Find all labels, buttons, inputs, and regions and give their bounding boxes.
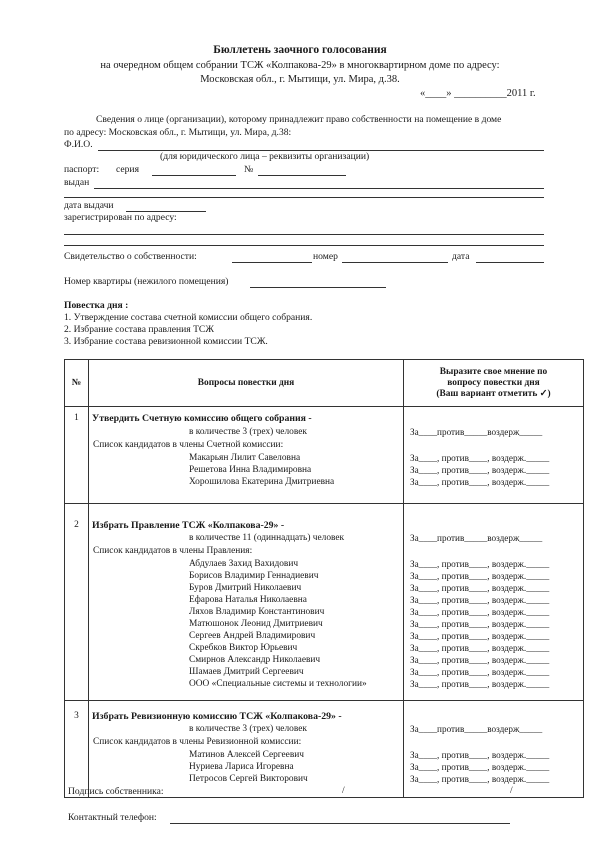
owner-intro-1: Сведения о лице (организации), которому принадлежит право собственности на помещение в доме bbox=[96, 114, 502, 125]
question-row-3 bbox=[65, 701, 584, 798]
question-cell bbox=[89, 407, 404, 504]
question-number: 1 bbox=[65, 407, 89, 504]
question-title: Утвердить Счетную комиссию общего собрания - bbox=[92, 413, 312, 424]
registered-address-field-1[interactable] bbox=[64, 234, 544, 235]
col-opinion-line-3: (Ваш вариант отметить ✓) bbox=[436, 388, 551, 399]
signature-name-field[interactable] bbox=[350, 797, 510, 798]
registered-address-field-2[interactable] bbox=[64, 245, 544, 246]
certificate-number-label: номер bbox=[313, 251, 338, 262]
phone-field[interactable] bbox=[170, 823, 510, 824]
signature-slash-1: / bbox=[342, 785, 345, 796]
question-title: Избрать Правление ТСЖ «Колпакова-29» - bbox=[92, 520, 285, 531]
candidate-name: Ляхов Владимир Константинович bbox=[189, 607, 325, 617]
issued-by-label: выдан bbox=[64, 177, 90, 188]
passport-number-field[interactable] bbox=[258, 175, 346, 176]
candidate-name: Матинов Алексей Сергеевич bbox=[189, 750, 304, 760]
candidate-name: Шамаев Дмитрий Сергеевич bbox=[189, 667, 304, 677]
certificate-field[interactable] bbox=[232, 262, 312, 263]
candidate-vote-options[interactable]: За____, против____, воздерж._____ bbox=[410, 643, 550, 653]
candidate-vote-options[interactable]: За____, против____, воздерж._____ bbox=[410, 750, 550, 760]
candidates-list-label: Список кандидатов в члены Ревизионной комиссии: bbox=[93, 737, 302, 747]
main-vote-options[interactable]: За____против_____воздерж_____ bbox=[410, 724, 543, 734]
candidate-vote-options[interactable]: За____, против____, воздерж._____ bbox=[410, 631, 550, 641]
fio-label: Ф.И.О. bbox=[64, 139, 93, 150]
document-title: Бюллетень заочного голосования bbox=[213, 44, 387, 56]
agenda-item: 3. Избрание состава ревизионной комиссии ТСЖ. bbox=[64, 336, 268, 347]
issue-date-label: дата выдачи bbox=[64, 200, 114, 211]
candidate-vote-options[interactable]: За____, против____, воздерж._____ bbox=[410, 453, 550, 463]
meeting-address: Московская обл., г. Мытищи, ул. Мира, д.38. bbox=[200, 74, 400, 85]
meeting-description: на очередном общем собрании ТСЖ «Колпакова-29» в многоквартирном доме по адресу: bbox=[100, 60, 500, 71]
col-opinion-line-1: Выразите свое мнение по bbox=[439, 366, 548, 377]
registered-address-label: зарегистрирован по адресу: bbox=[64, 212, 177, 223]
candidate-name: Макарьян Лилит Савеловна bbox=[189, 453, 301, 463]
candidate-name: Буров Дмитрий Николаевич bbox=[189, 583, 302, 593]
question-count: в количестве 3 (трех) человек bbox=[189, 724, 307, 734]
candidate-vote-options[interactable]: За____, против____, воздерж._____ bbox=[410, 655, 550, 665]
candidate-vote-options[interactable]: За____, против____, воздерж._____ bbox=[410, 667, 550, 677]
question-number: 2 bbox=[65, 504, 89, 701]
candidate-name: Хорошилова Екатерина Дмитриевна bbox=[189, 477, 335, 487]
question-count: в количестве 11 (одиннадцать) человек bbox=[189, 533, 345, 543]
col-opinion-header bbox=[404, 360, 584, 407]
certificate-number-field[interactable] bbox=[342, 262, 448, 263]
legal-entity-note: (для юридического лица – реквизиты организации) bbox=[160, 151, 370, 162]
passport-label: паспорт: bbox=[64, 164, 100, 175]
certificate-date-field[interactable] bbox=[476, 262, 544, 263]
passport-series-label: серия bbox=[116, 164, 139, 175]
candidate-vote-options[interactable]: За____, против____, воздерж._____ bbox=[410, 559, 550, 569]
candidate-vote-options[interactable]: За____, против____, воздерж._____ bbox=[410, 583, 550, 593]
certificate-date-label: дата bbox=[452, 251, 470, 262]
signature-slash-2: / bbox=[510, 785, 513, 796]
phone-label: Контактный телефон: bbox=[68, 812, 157, 823]
col-num-header: № bbox=[65, 360, 89, 407]
table-header-row bbox=[65, 360, 584, 407]
passport-series-field[interactable] bbox=[152, 175, 236, 176]
certificate-label: Свидетельство о собственности: bbox=[64, 251, 197, 262]
candidate-vote-options[interactable]: За____, против____, воздерж._____ bbox=[410, 477, 550, 487]
issued-by-field-2[interactable] bbox=[64, 197, 544, 198]
ballot-table bbox=[64, 359, 584, 798]
candidates-list-label: Список кандидатов в члены Счетной комиссии: bbox=[93, 440, 284, 450]
main-vote-options[interactable]: За____против_____воздерж_____ bbox=[410, 533, 543, 543]
candidate-name: Решетова Инна Владимировна bbox=[189, 465, 312, 475]
question-title: Избрать Ревизионную комиссию ТСЖ «Колпакова-29» - bbox=[92, 711, 342, 722]
candidates-list-label: Список кандидатов в члены Правления: bbox=[93, 546, 253, 556]
passport-number-label: № bbox=[244, 164, 254, 175]
question-cell bbox=[89, 504, 404, 701]
candidate-name: Ефарова Наталья Николаевна bbox=[189, 595, 307, 605]
candidate-name: Борисов Владимир Геннадиевич bbox=[189, 571, 319, 581]
vote-cell bbox=[404, 701, 584, 798]
question-number: 3 bbox=[65, 701, 89, 798]
agenda-item: 1. Утверждение состава счетной комиссии общего собрания. bbox=[64, 312, 313, 323]
issued-by-field[interactable] bbox=[94, 188, 544, 189]
signature-field[interactable] bbox=[176, 797, 336, 798]
candidate-name: Скребков Виктор Юрьевич bbox=[189, 643, 298, 653]
agenda-item: 2. Избрание состава правления ТСЖ bbox=[64, 324, 214, 335]
ballot-date: «____» __________2011 г. bbox=[420, 88, 536, 99]
candidate-name: Сергеев Андрей Владимирович bbox=[189, 631, 316, 641]
candidate-vote-options[interactable]: За____, против____, воздерж._____ bbox=[410, 595, 550, 605]
candidate-vote-options[interactable]: За____, против____, воздерж._____ bbox=[410, 465, 550, 475]
candidate-vote-options[interactable]: За____, против____, воздерж._____ bbox=[410, 619, 550, 629]
apartment-field[interactable] bbox=[250, 287, 386, 288]
candidate-vote-options[interactable]: За____, против____, воздерж._____ bbox=[410, 571, 550, 581]
candidate-vote-options[interactable]: За____, против____, воздерж._____ bbox=[410, 762, 550, 772]
candidate-name: Петросов Сергей Викторович bbox=[189, 774, 308, 784]
col-questions-header: Вопросы повестки дня bbox=[89, 360, 404, 407]
signature-label: Подпись собственника: bbox=[68, 786, 164, 797]
main-vote-options[interactable]: За____против_____воздерж_____ bbox=[410, 427, 543, 437]
question-count: в количестве 3 (трех) человек bbox=[189, 427, 307, 437]
apartment-label: Номер квартиры (нежилого помещения) bbox=[64, 276, 229, 287]
question-row-1 bbox=[65, 407, 584, 504]
vote-cell bbox=[404, 407, 584, 504]
owner-intro-2: по адресу: Московская обл., г. Мытищи, ул. Мира, д.38: bbox=[64, 127, 292, 138]
question-row-2 bbox=[65, 504, 584, 701]
agenda-title: Повестка дня : bbox=[64, 300, 129, 311]
candidate-vote-options[interactable]: За____, против____, воздерж._____ bbox=[410, 679, 550, 689]
candidate-name: Нуриева Лариса Игоревна bbox=[189, 762, 294, 772]
candidate-name: Смирнов Александр Николаевич bbox=[189, 655, 321, 665]
question-cell bbox=[89, 701, 404, 798]
candidate-vote-options[interactable]: За____, против____, воздерж._____ bbox=[410, 607, 550, 617]
candidate-vote-options[interactable]: За____, против____, воздерж._____ bbox=[410, 774, 550, 784]
candidate-name: Абдулаев Захид Вахидович bbox=[189, 559, 299, 569]
vote-cell bbox=[404, 504, 584, 701]
candidate-name: Матюшонок Леонид Дмитриевич bbox=[189, 619, 323, 629]
col-opinion-line-2: вопросу повестки дня bbox=[447, 377, 540, 388]
candidate-name: ООО «Специальные системы и технологии» bbox=[189, 679, 367, 689]
